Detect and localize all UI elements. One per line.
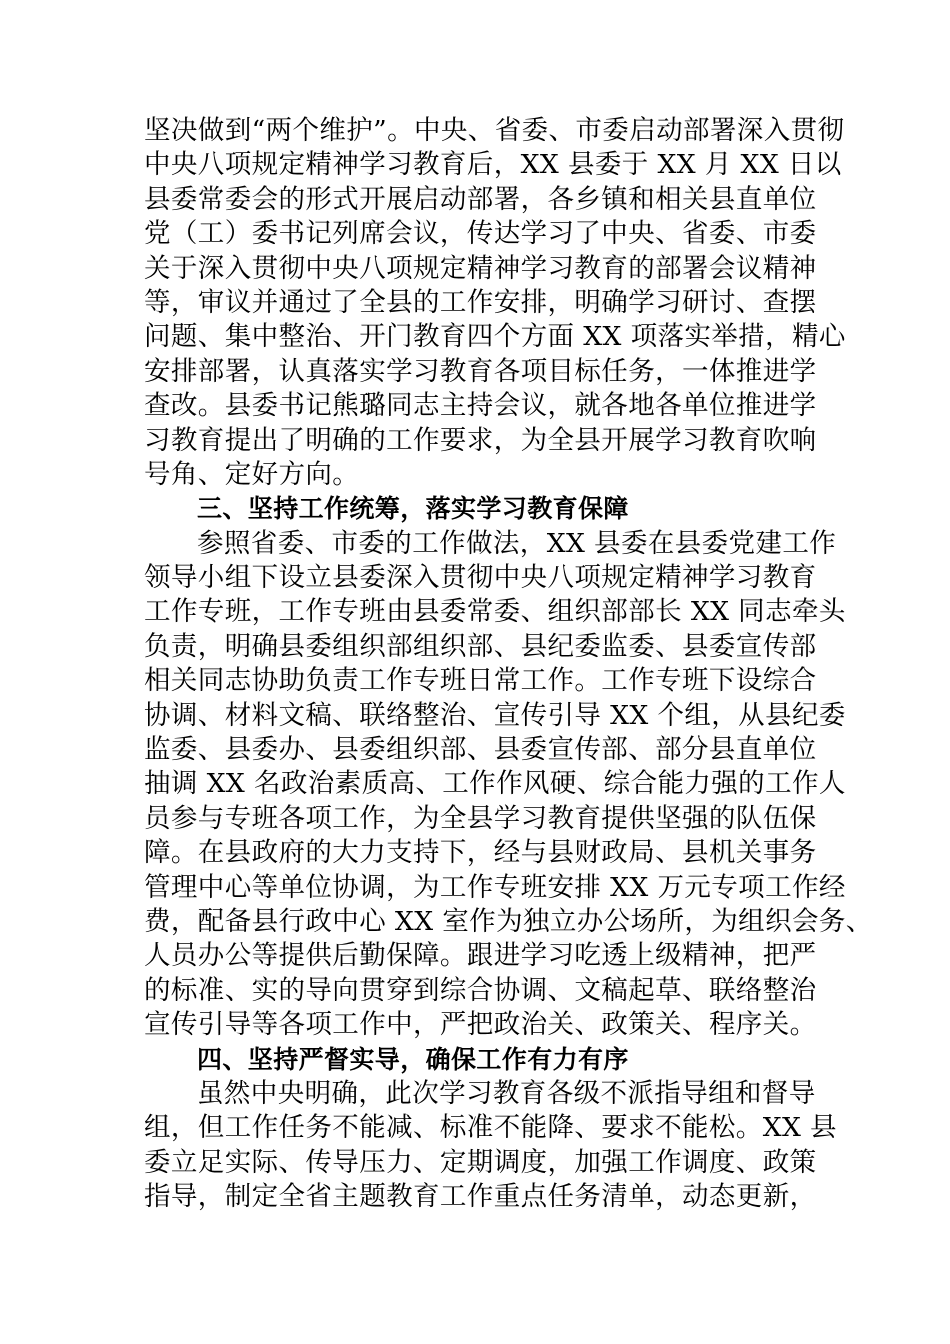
body-text-line: 号角、定好方向。 [144, 458, 360, 490]
body-text-line: 监委、县委办、县委组织部、县委宣传部、部分县直单位 [144, 734, 817, 766]
paragraph-start-line: 参照省委、市委的工作做法，XX 县委在县委党建工作 [197, 527, 837, 559]
body-text-line: 人员办公等提供后勤保障。跟进学习吃透上级精神，把严 [144, 940, 817, 972]
section-heading-3: 三、坚持工作统筹，落实学习教育保障 [197, 494, 629, 524]
body-text-line: 工作专班，工作专班由县委常委、组织部部长 XX 同志牵头 [144, 596, 846, 628]
body-text-line: 员参与专班各项工作，为全县学习教育提供坚强的队伍保 [144, 802, 817, 834]
body-text-line: 抽调 XX 名政治素质高、工作作风硬、综合能力强的工作人 [144, 768, 846, 800]
paragraph-start-line: 虽然中央明确，此次学习教育各级不派指导组和督导 [197, 1077, 816, 1109]
body-text-line: 指导，制定全省主题教育工作重点任务清单，动态更新， [144, 1181, 817, 1213]
body-text-line: 负责，明确县委组织部组织部、县纪委监委、县委宣传部 [144, 630, 817, 662]
body-text-line: 协调、材料文稿、联络整治、宣传引导 XX 个组，从县纪委 [144, 699, 846, 731]
body-text-line: 中央八项规定精神学习教育后，XX 县委于 XX 月 XX 日以 [144, 149, 842, 181]
body-text-line: 党（工）委书记列席会议，传达学习了中央、省委、市委 [144, 218, 817, 250]
body-text-line: 委立足实际、传导压力、定期调度，加强工作调度、政策 [144, 1146, 817, 1178]
body-text-line: 坚决做到“两个维护”。中央、省委、市委启动部署深入贯彻 [144, 115, 845, 146]
body-text-line: 相关同志协助负责工作专班日常工作。工作专班下设综合 [144, 665, 817, 697]
document-body [144, 114, 873, 1215]
body-text-line: 组，但工作任务不能减、标准不能降、要求不能松。XX 县 [144, 1112, 837, 1144]
body-text-line: 领导小组下设立县委深入贯彻中央八项规定精神学习教育 [144, 562, 817, 594]
body-text-line: 问题、集中整治、开门教育四个方面 XX 项落实举措，精心 [144, 321, 846, 353]
body-text-line: 障。在县政府的大力支持下，经与县财政局、县机关事务 [144, 837, 817, 869]
body-text-line: 的标准、实的导向贯穿到综合协调、文稿起草、联络整治 [144, 974, 817, 1006]
body-text-line: 宣传引导等各项工作中，严把政治关、政策关、程序关。 [144, 1009, 817, 1041]
body-text-line: 费，配备县行政中心 XX 室作为独立办公场所，为组织会务、 [144, 905, 873, 937]
body-text-line: 安排部署，认真落实学习教育各项目标任务，一体推进学 [144, 355, 817, 387]
body-text-line: 习教育提出了明确的工作要求，为全县开展学习教育吹响 [144, 424, 817, 456]
body-text-line: 关于深入贯彻中央八项规定精神学习教育的部署会议精神 [144, 252, 817, 284]
body-text-line: 等，审议并通过了全县的工作安排，明确学习研讨、查摆 [144, 286, 817, 318]
section-heading-4: 四、坚持严督实导，确保工作有力有序 [197, 1044, 629, 1074]
body-text-line: 管理中心等单位协调，为工作专班安排 XX 万元专项工作经 [144, 871, 846, 903]
body-text-line: 查改。县委书记熊璐同志主持会议，就各地各单位推进学 [144, 390, 817, 422]
body-text-line: 县委常委会的形式开展启动部署，各乡镇和相关县直单位 [144, 183, 817, 215]
